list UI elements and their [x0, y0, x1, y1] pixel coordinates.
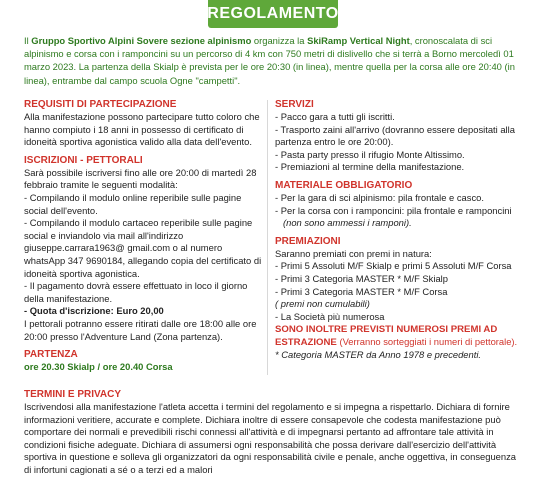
left-column: [24, 98, 262, 374]
extra-awards-heading: SONO INOLTRE PREVISTI NUMEROSI PREMI AD ESTRAZIONE: [275, 324, 498, 349]
registration-item: - Compilando il modulo online reperibile sulle pagine social dell'evento.: [24, 191, 242, 216]
title-banner: [208, 0, 338, 28]
equipment-item: - Per la gara di sci alpinismo: pila frontale e casco.: [275, 191, 484, 203]
services-heading: SERVIZI: [275, 99, 314, 110]
registration-fee: - Quota d'iscrizione: Euro 20,00: [24, 305, 164, 317]
right-column: [275, 98, 523, 362]
extra-awards: [275, 323, 523, 349]
terms-text: Iscrivendosi alla manifestazione l'atleta accetta i termini del regolamento e si impegna a rispettarlo. Dichiara di fornire informazioni veritiere, accurate e complete. Dichiara inoltre di essere consapevole che codesta manifestazione può comportare dei normali e prevedibili rischi connessi all'attività e di impegnarsi pertanto ad affrontare tale attività in condizioni fisiche adeguate. Dichiara di assumersi ogni responsabilità che possa derivare dall'esercizio dell'attività sportiva in questione e solleva gli organizzatori da ogni responsabilità civile e penale, anche oggettiva, in conseguenza di infortuni cagionati a sé o a terzi ed a malori: [24, 401, 516, 475]
registration-heading: ISCRIZIONI - PETTORALI: [24, 154, 143, 166]
service-item: - Pasta party presso il rifugio Monte Altissimo.: [275, 148, 465, 160]
intro-pre: Il: [24, 35, 32, 46]
intro-event-name: SkiRamp Vertical Night: [307, 35, 410, 46]
bib-pickup-text: I pettorali potranno essere ritirati dalle ore 18:00 alle ore 20:00 presso l'Adventure Land (Zona partenza).: [24, 317, 257, 342]
column-divider: [267, 100, 268, 375]
intro-paragraph: [24, 34, 516, 87]
intro-post: , cronoscalata di sci alpinismo e corsa con i ramponcini su un percorso di 4 km con 750 metri di dislivello che si terrà a Borno mercoledì 01 marzo 2023. La partenza della Skialp è prevista per le ore 20:30 (in linea), mentre quella per la corsa alle ore 20:40 (in linea), entrambe dal campo scuola Ogne "campetti".: [24, 35, 515, 86]
extra-awards-note: (Verranno sorteggiati i numeri di pettorale).: [336, 336, 518, 348]
registration-text: Sarà possibile iscriversi fino alle ore 20:00 di martedì 28 febbraio tramite le seguenti modalità:: [24, 166, 257, 191]
award-society: - La Società più numerosa: [275, 310, 385, 322]
equipment-item: - Per la corsa con i ramponcini: pila frontale e ramponcini: [275, 204, 512, 216]
awards-heading: PREMIAZIONI: [275, 235, 341, 247]
equipment-heading: MATERIALE OBBLIGATORIO: [275, 179, 413, 191]
terms-heading: TERMINI E PRIVACY: [24, 389, 122, 400]
awards-text: Saranno premiati con premi in natura:: [275, 247, 432, 259]
requirements-heading: REQUISITI DI PARTECIPAZIONE: [24, 99, 177, 110]
intro-mid: organizza la: [251, 35, 308, 46]
award-item: - Primi 3 Categoria MASTER * M/F Skialp: [275, 272, 448, 284]
start-corsa: ore 20.40 Corsa: [102, 361, 173, 373]
requirements-text: Alla manifestazione possono partecipare tutto coloro che hanno compiuto i 18 anni in possesso di certificato di idoneità sportiva agonistica valido alla data dell'evento.: [24, 111, 260, 148]
registration-item: - Compilando il modulo cartaceo reperibile sulle pagine social e inviandolo via mail all'indirizzo giuseppe.carrara1963@ gmail.com o al numero whatsApp 347 9690184, allegando copia del certificato di idoneità sportiva agonistica.: [24, 217, 262, 279]
award-item: - Primi 5 Assoluti M/F Skialp e primi 5 Assoluti M/F Corsa: [275, 260, 512, 272]
category-note: * Categoria MASTER da Anno 1978 e precedenti.: [275, 349, 482, 361]
equipment-note: (non sono ammessi i ramponi).: [283, 217, 412, 229]
awards-note: ( premi non cumulabili): [275, 298, 370, 310]
start-times: [24, 361, 262, 374]
award-item: - Primi 3 Categoria MASTER * M/F Corsa: [275, 285, 448, 297]
registration-item: - Il pagamento dovrà essere effettuato in loco il giorno della manifestazione.: [24, 280, 248, 304]
terms-section: [0, 382, 534, 475]
start-separator: /: [94, 361, 103, 373]
intro-organizer: Gruppo Sportivo Alpini Sovere sezione alpinismo: [31, 35, 252, 46]
start-heading: PARTENZA: [24, 349, 78, 361]
service-item: - Pacco gara a tutti gli iscritti.: [275, 111, 395, 122]
start-skialp: ore 20.30 Skialp: [24, 361, 95, 373]
page-title: REGOLAMENTO: [207, 5, 339, 22]
service-item: - Premiazioni al termine della manifestazione.: [275, 161, 465, 173]
service-item: - Trasporto zaini all'arrivo (dovranno essere depositati alla partenza entro le ore 20:00).: [275, 123, 515, 148]
